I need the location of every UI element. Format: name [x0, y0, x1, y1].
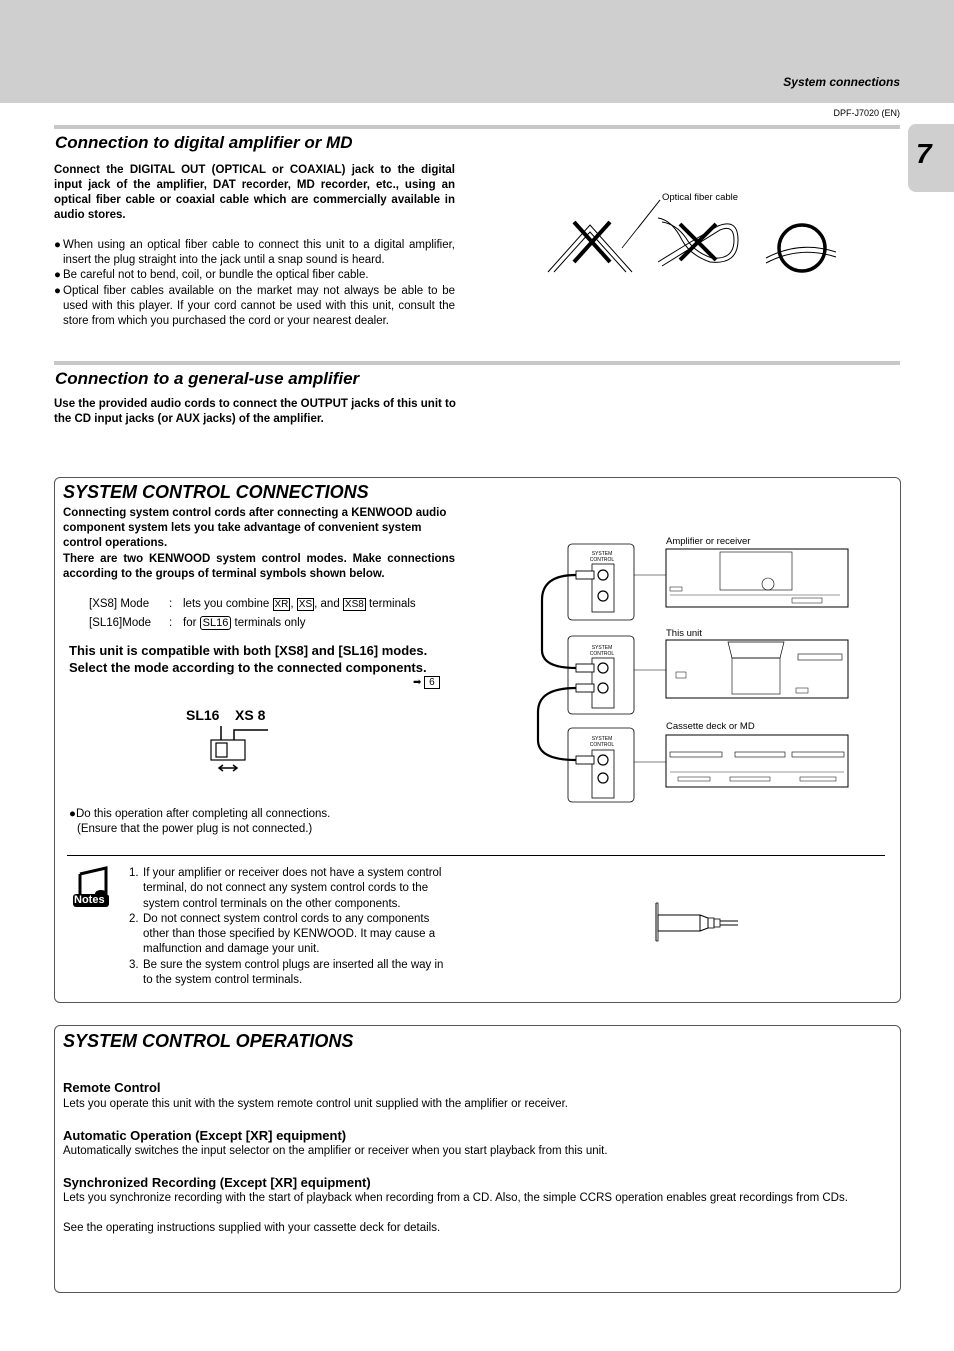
- terminal-panel-amp: [568, 544, 634, 620]
- synchronized-recording-text-2: See the operating instructions supplied with your cassette deck for details.: [63, 1222, 441, 1234]
- cassette-deck-label: Cassette deck or MD: [666, 721, 755, 732]
- operation-bullet-line: ●Do this operation after completing all connections.: [69, 808, 331, 820]
- xs-symbol: XS: [298, 599, 313, 610]
- terminal-panel-deck: [568, 728, 634, 802]
- list-item: 1. If your amplifier or receiver does not have a system control terminal, do not connect any system control cords to the system control terminals on the other components.: [129, 867, 442, 910]
- digital-bullet-list: [54, 238, 455, 329]
- table-row: [89, 614, 416, 633]
- notes-divider: [67, 855, 885, 856]
- svg-text:CONTROL: CONTROL: [589, 742, 615, 748]
- switch-label-sl16: SL16: [186, 707, 220, 723]
- synchronized-recording-heading: Synchronized Recording (Except [XR] equipment): [63, 1175, 371, 1190]
- arrow-icon: ➡: [413, 677, 422, 688]
- list-item: ● Optical fiber cables available on the market may not always be able to be used with this player. If your cord cannot be used with this unit, consult the store from which you purchased the cord or your nearest dealer.: [54, 284, 455, 328]
- running-header: System connections: [783, 75, 900, 89]
- optical-fiber-figure: [540, 190, 840, 290]
- amplifier-device-icon: [666, 549, 848, 607]
- section-rule: [54, 361, 900, 365]
- mode-switch-figure: [200, 724, 280, 776]
- amplifier-label: Amplifier or receiver: [666, 536, 751, 547]
- xs8-symbol: XS8: [344, 599, 364, 610]
- xr-symbol: XR: [274, 599, 289, 610]
- synchronized-recording-text: Lets you synchronize recording with the start of playback when recording from a CD. Also, the simple CCRS operation enables great recordings from CDs.: [63, 1192, 848, 1204]
- page-number: 7: [916, 138, 932, 169]
- section-rule: [54, 125, 900, 129]
- coiled-cable-icon: [658, 218, 738, 266]
- sl16-symbol: SL16: [200, 616, 232, 630]
- bullet-dot: ●: [69, 808, 76, 820]
- mode-table: [89, 595, 416, 633]
- system-control-intro-2: There are two KENWOOD system control modes. Make connections according to the groups of terminal symbols shown below.: [63, 553, 455, 580]
- optical-fiber-label: Optical fiber cable: [662, 192, 739, 203]
- automatic-operation-heading: Automatic Operation (Except [XR] equipment): [63, 1128, 347, 1143]
- mode-name: [SL16]Mode: [89, 617, 152, 629]
- digital-intro: Connect the DIGITAL OUT (OPTICAL or COAXIAL) jack to the digital input jack of the amplifier, DAT recorder, MD recorder, etc., using an optical fiber cable or coaxial cable which are commercially available in audio stores.: [54, 164, 455, 221]
- system-control-intro-1: Connecting system control cords after connecting a KENWOOD audio component system lets you take advantage of convenient system control operations.: [63, 507, 447, 549]
- system-control-title: SYSTEM CONTROL CONNECTIONS: [63, 482, 369, 502]
- page-tab: [908, 124, 954, 192]
- svg-text:SYSTEM: SYSTEM: [591, 645, 613, 651]
- mode-name: [XS8] Mode: [89, 598, 150, 610]
- operation-bullet: [69, 807, 330, 837]
- svg-text:SYSTEM: SYSTEM: [591, 736, 613, 742]
- mode-separator: :: [169, 617, 173, 629]
- table-row: [89, 595, 416, 614]
- digital-section-title: Connection to digital amplifier or MD: [55, 133, 353, 152]
- mode-description: lets you combine XR , XS , and XS8 terminals: [183, 598, 416, 610]
- general-intro: Use the provided audio cords to connect the OUTPUT jacks of this unit to the CD input jacks (or AUX jacks) of the amplifier.: [54, 398, 456, 425]
- this-unit-label: This unit: [666, 628, 702, 639]
- system-control-plug-figure: [652, 901, 742, 945]
- svg-text:SYSTEM: SYSTEM: [591, 551, 613, 557]
- correct-cable-icon: [766, 225, 836, 271]
- mode-description: for SL16 terminals only: [183, 617, 306, 629]
- mode-separator: :: [169, 598, 173, 610]
- remote-control-text: Lets you operate this unit with the system remote control unit supplied with the amplifier or receiver.: [63, 1098, 568, 1110]
- remote-control-heading: Remote Control: [63, 1080, 161, 1095]
- list-item: 2. Do not connect system control cords to any components other than those specified by KENWOOD. It may cause a malfunction and damage your unit.: [129, 912, 436, 956]
- model-code: DPF-J7020 (EN): [833, 108, 900, 118]
- cassette-deck-device-icon: [666, 735, 848, 787]
- svg-text:CONTROL: CONTROL: [589, 557, 615, 563]
- notes-label: Notes: [74, 894, 105, 906]
- list-item: ● When using an optical fiber cable to connect this unit to a digital amplifier, insert the plug straight into the jack until a snap sound is heard.: [54, 239, 455, 267]
- notes-list: [129, 866, 455, 988]
- page-ref-number: 6: [424, 676, 440, 689]
- compatibility-note: This unit is compatible with both [XS8] and [SL16] modes. Select the mode according to the connected components.: [69, 643, 428, 675]
- terminal-panel-unit: [568, 636, 634, 714]
- switch-label-xs8: XS 8: [235, 707, 266, 723]
- system-control-connection-diagram: [530, 540, 860, 810]
- cd-player-device-icon: [666, 640, 848, 698]
- operations-title: SYSTEM CONTROL OPERATIONS: [63, 1031, 354, 1051]
- list-item: ● Be careful not to bend, coil, or bundle the optical fiber cable.: [54, 269, 369, 282]
- operation-bullet-line: (Ensure that the power plug is not connected.): [77, 823, 313, 835]
- automatic-operation-text: Automatically switches the input selector on the amplifier or receiver when you start playback from this unit.: [63, 1145, 608, 1157]
- bent-cable-icon: [548, 222, 632, 272]
- page-reference: [413, 677, 440, 688]
- list-item: 3. Be sure the system control plugs are inserted all the way in to the system control terminals.: [129, 958, 444, 987]
- general-section-title: Connection to a general-use amplifier: [55, 369, 360, 388]
- svg-text:CONTROL: CONTROL: [589, 651, 615, 657]
